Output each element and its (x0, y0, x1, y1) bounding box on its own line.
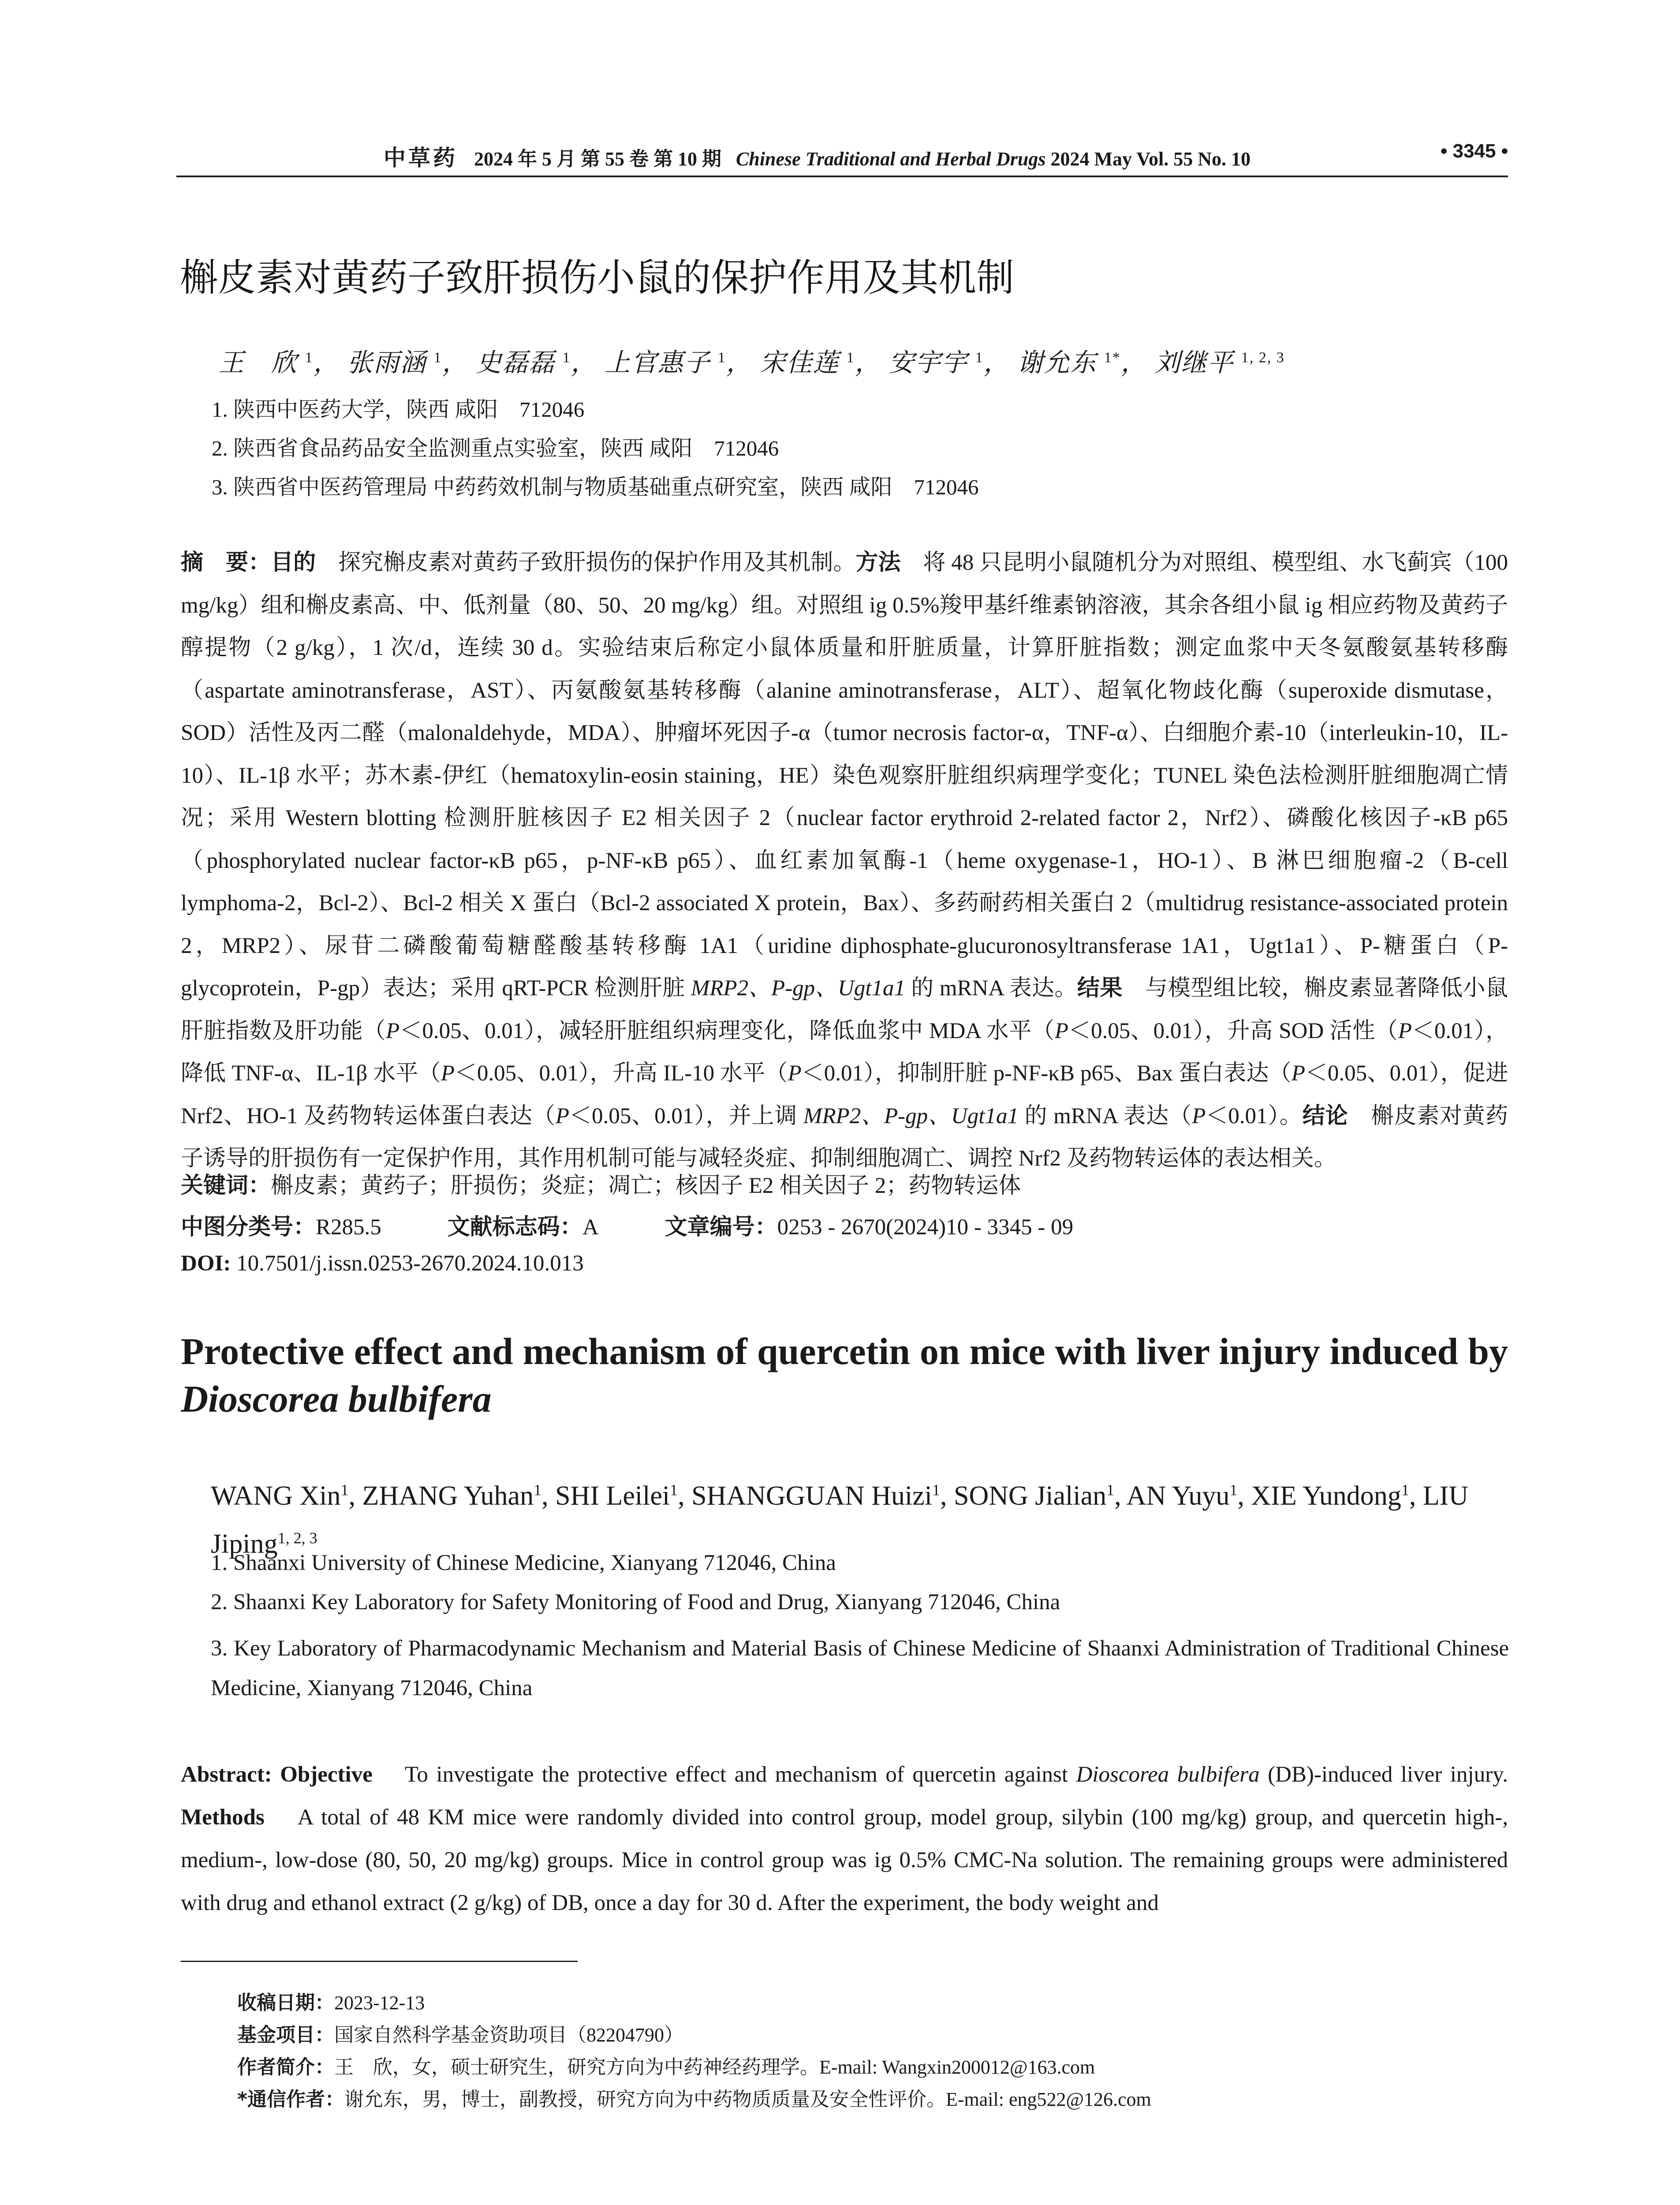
footnote-rule (181, 1961, 578, 1962)
issue-en: 2024 May Vol. 55 No. 10 (1050, 148, 1251, 170)
abstract-en: Abstract: Objective To investigate the protective effect and mechanism of quercetin against Dioscorea bulbifera (DB)-induced liver injury. Methods A total of 48 KM mice were randomly divided into control group, model group, silybin (100 mg/kg) group, and quercetin high-, medium-, low-dose (80, 50, 20 mg/kg) groups. Mice in control group was ig 0.5% CMC-Na solution. The remaining groups were administered with drug and ethanol extract (2 g/kg) of DB, once a day for 30 d. After the experiment, the body weight and (181, 1762, 1508, 1915)
keywords-text: 槲皮素；黄药子；肝损伤；炎症；凋亡；核因子 E2 相关因子 2；药物转运体 (271, 1174, 1021, 1198)
affiliation-en-3: 3. Key Laboratory of Pharmacodynamic Mechanism and Material Basis of Chinese Medicine of Shaanxi Administration of Traditional Chinese Medicine, Xianyang 712046, China (211, 1636, 1509, 1700)
author-en: ZHANG Yuhan$^1$, (362, 1480, 556, 1511)
author-cn: 谢允东 $^{1*}$， (1017, 348, 1147, 377)
document-code: A (582, 1215, 599, 1240)
author-cn: 刘继平 $^{1, 2, 3}$ (1154, 348, 1285, 377)
abstract-cn: 摘 要：目的 探究槲皮素对黄药子致肝损伤的保护作用及其机制。方法 将 48 只昆明小鼠随机分为对照组、模型组、水飞蓟宾（100 mg/kg）组和槲皮素高、中、低剂量（80、50、20 mg/kg）组。对照组 ig 0.5%羧甲基纤维素钠溶液，其余各组小鼠 ig 相应药物及黄药子醇提物（2 g/kg），1 次/d，连续 30 d。实验结束后称定小鼠体质量和肝脏质量，计算肝脏指数；测定血浆中天冬氨酸氨基转移酶（aspartate aminotransferase，AST）、丙氨酸氨基转移酶（alanine aminotransferase，ALT）、超氧化物歧化酶（superoxide dismutase，SOD）活性及丙二醛（malonaldehyde，MDA）、肿瘤坏死因子-α（tumor necrosis factor-α，TNF-α）、白细胞介素-10（interleukin-10，IL-10）、IL-1β 水平；苏木素-伊红（hematoxylin-eosin staining，HE）染色观察肝脏组织病理学变化；TUNEL 染色法检测肝脏细胞凋亡情况；采用 Western blotting 检测肝脏核因子 E2 相关因子 2（nuclear factor erythroid 2-related factor 2，Nrf2）、磷酸化核因子-κB p65（phosphorylated nuclear factor-κB p65，p-NF-κB p65）、血红素加氧酶-1（heme oxygenase-1，HO-1）、B 淋巴细胞瘤-2（B-cell lymphoma-2，Bcl-2）、Bcl-2 相关 X 蛋白（Bcl-2 associated X protein，Bax）、多药耐药相关蛋白 2（multidrug resistance-associated protein 2，MRP2）、尿苷二磷酸葡萄糖醛酸基转移酶 1A1（uridine diphosphate-glucuronosyltransferase 1A1，Ugt1a1）、P-糖蛋白（P-glycoprotein，P-gp）表达；采用 qRT-PCR 检测肝脏 MRP2、P-gp、Ugt1a1 的 mRNA 表达。结果 与模型组比较，槲皮素显著降低小鼠肝脏指数及肝功能（P＜0.05、0.01），减轻肝脏组织病理变化，降低血浆中 MDA 水平（P＜0.05、0.01），升高 SOD 活性（P＜0.01），降低 TNF-α、IL-1β 水平（P＜0.05、0.01），升高 IL-10 水平（P＜0.01），抑制肝脏 p-NF-κB p65、Bax 蛋白表达（P＜0.05、0.01），促进 Nrf2、HO-1 及药物转运体蛋白表达（P＜0.05、0.01），并上调 MRP2、P-gp、Ugt1a1 的 mRNA 表达（P＜0.01）。结论 槲皮素对黄药子诱导的肝损伤有一定保护作用，其作用机制可能与减轻炎症、抑制细胞凋亡、调控 Nrf2 及药物转运体的表达相关。 (181, 549, 1508, 1171)
footnote-author-bio: 作者简介：王 欣，女，硕士研究生，研究方向为中药神经药理学。E-mail: Wangxin200012@163.com (237, 2056, 1095, 2078)
keywords-label: 关键词： (181, 1173, 271, 1199)
doi-link[interactable]: 10.7501/j.issn.0253-2670.2024.10.013 (236, 1251, 584, 1276)
author-en: SHI Leilei$^1$, (555, 1480, 692, 1511)
page-number: • 3345 • (1440, 140, 1508, 162)
footnote-corresponding: *通信作者：谢允东，男，博士，副教授，研究方向为中药物质质量及安全性评价。E-mail: eng522@126.com (237, 2088, 1151, 2111)
author-en: WANG Xin$^1$, (211, 1480, 362, 1511)
authors-cn (218, 342, 1285, 379)
title-en: Protective effect and mechanism of quercetin on mice with liver injury induced by Dioscorea bulbifera (181, 1330, 1508, 1420)
author-en: AN Yuyu$^1$, (1126, 1480, 1251, 1511)
author-cn: 宋佳莲 $^1$， (760, 348, 881, 377)
author-cn: 安宇宇 $^1$， (889, 348, 1010, 377)
running-header (176, 140, 1508, 176)
issue-cn: 2024 年 5 月 第 55 卷 第 10 期 (474, 148, 721, 170)
keywords-cn (181, 1167, 1021, 1200)
author-en: SHANGGUAN Huizi$^1$, (691, 1480, 954, 1511)
clc-number: R285.5 (316, 1215, 381, 1240)
doi-line: DOI: 10.7501/j.issn.0253-2670.2024.10.013 (181, 1251, 584, 1276)
affiliation-cn-2: 2. 陕西省食品药品安全监测重点实验室，陕西 咸阳 712046 (212, 436, 779, 460)
author-en: SONG Jialian$^1$, (954, 1480, 1127, 1511)
author-cn: 史磊磊 $^1$， (476, 348, 597, 377)
journal-name-cn: 中草药 (384, 146, 458, 170)
journal-name-en: Chinese Traditional and Herbal Drugs (736, 148, 1046, 170)
author-cn: 上官惠子 $^1$， (605, 348, 753, 377)
classification-line: 中图分类号：R285.5 文献标志码：A 文章编号：0253 - 2670(2024)10 - 3345 - 09 (181, 1214, 1074, 1240)
affiliation-cn-1: 1. 陕西中医药大学，陕西 咸阳 712046 (212, 397, 585, 422)
title-cn: 槲皮素对黄药子致肝损伤小鼠的保护作用及其机制 (180, 256, 1014, 300)
author-cn: 张雨涵 $^1$， (347, 348, 469, 377)
affiliation-cn-3: 3. 陕西省中医药管理局 中药药效机制与物质基础重点研究室，陕西 咸阳 712046 (212, 475, 979, 499)
author-en: XIE Yundong$^1$, (1251, 1480, 1423, 1511)
affiliation-en-1: 1. Shaanxi University of Chinese Medicine, Xianyang 712046, China (211, 1551, 836, 1575)
header-rule (176, 176, 1508, 177)
affiliation-en-2: 2. Shaanxi Key Laboratory for Safety Monitoring of Food and Drug, Xianyang 712046, China (211, 1590, 1060, 1615)
footnote-received: 收稿日期：2023-12-13 (237, 1992, 425, 2014)
article-number: 0253 - 2670(2024)10 - 3345 - 09 (777, 1215, 1074, 1240)
author-en: LIU Jiping$^{1, 2, 3}$ (211, 1480, 1469, 1559)
author-cn: 王 欣 $^1$， (218, 348, 340, 377)
running-header-citation (384, 140, 1251, 172)
footnote-funding: 基金项目：国家自然科学基金资助项目（82204790） (237, 2024, 683, 2046)
